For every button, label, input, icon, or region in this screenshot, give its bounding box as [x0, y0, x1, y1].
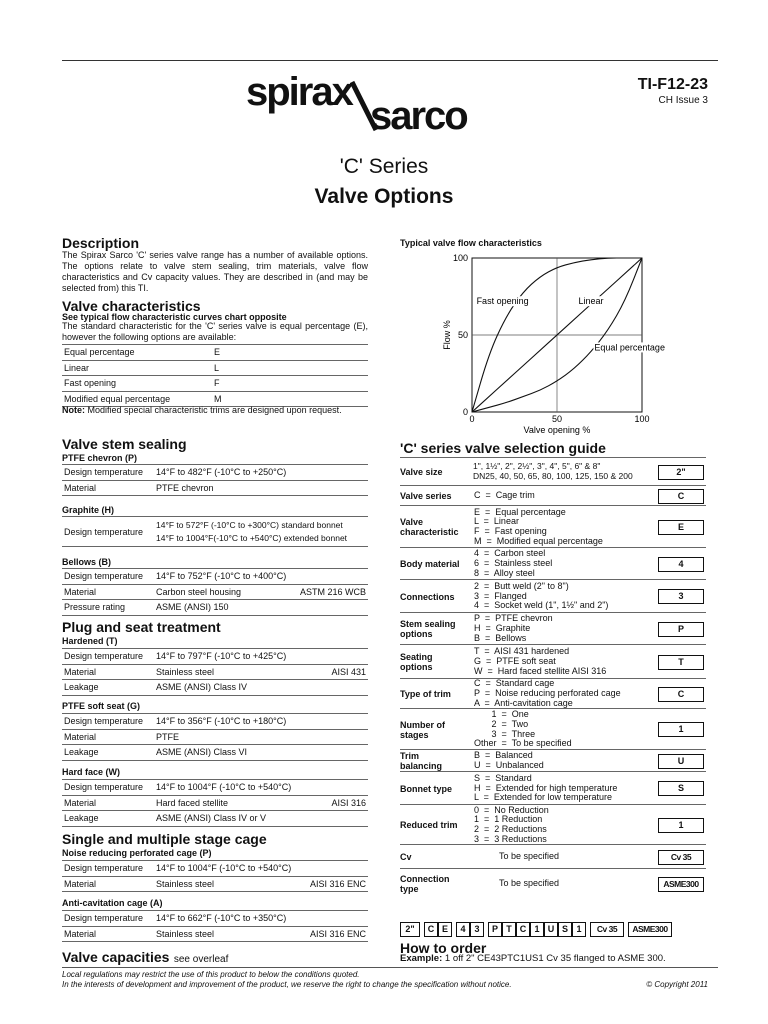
page-title-line1: 'C' Series	[339, 155, 429, 178]
selection-row	[400, 485, 706, 505]
selection-row-label: Seating options	[400, 652, 433, 672]
order-code-box: 1	[572, 922, 586, 937]
table-cell	[362, 714, 368, 730]
table-row	[62, 569, 368, 585]
selection-code-box: C	[658, 489, 704, 504]
table-row	[62, 664, 368, 680]
table-cell	[304, 861, 368, 877]
order-code-box: ASME300	[628, 922, 672, 937]
selection-guide-heading: 'C' series valve selection guide	[400, 440, 606, 456]
description-heading: Description	[62, 235, 140, 251]
table-cell: Design temperature	[62, 517, 154, 547]
table-cell: 14°F to 662°F (-10°C to +350°C)	[154, 911, 302, 927]
table-cell: Modified equal percentage	[62, 391, 212, 407]
table-cell: Leakage	[62, 680, 154, 696]
table-cell: AISI 316 ENC	[302, 926, 368, 942]
valve-characteristics-subheading: See typical flow characteristic curves chart opposite	[62, 312, 287, 322]
table-cell: Design temperature	[62, 911, 154, 927]
selection-row	[400, 844, 706, 868]
table-cell: Carbon steel housing	[154, 584, 295, 600]
table-cell: PTFE	[154, 729, 362, 745]
selection-row	[400, 547, 706, 579]
selection-code-box: 3	[658, 589, 704, 604]
table-cell: E	[212, 345, 368, 361]
selection-row-label: Trim balancing	[400, 751, 443, 771]
table-row	[62, 600, 368, 616]
table-cell: ASME (ANSI) Class IV or V	[154, 811, 322, 827]
table-cell	[295, 569, 368, 585]
table-cell	[362, 465, 368, 481]
order-code-box: 1	[530, 922, 544, 937]
note-label: Note:	[62, 405, 85, 415]
footer-line2: In the interests of development and improvement of the product, we reserve the right to change the specification without notice.	[62, 980, 512, 989]
selection-code-box: P	[658, 622, 704, 637]
table-cell: Design temperature	[62, 465, 154, 481]
selection-row-label: Valve size	[400, 467, 443, 477]
selection-row-options: To be specified	[499, 878, 560, 889]
x-tick-label: 100	[634, 414, 650, 424]
selection-row-label: Reduced trim	[400, 820, 458, 830]
selection-row-options: 2 = Butt weld (2" to 8") 3 = Flanged 4 = Socket weld (1", 1½" and 2")	[474, 580, 609, 611]
valve-capacities-note: see overleaf	[173, 954, 229, 965]
selection-code-box: E	[658, 520, 704, 535]
y-tick-label: 100	[452, 253, 468, 263]
selection-code-box: C	[658, 687, 704, 702]
graphite-title: Graphite (H)	[62, 505, 115, 515]
table-cell: PTFE chevron	[154, 480, 362, 496]
stem-sealing-heading: Valve stem sealing	[62, 436, 187, 452]
selection-row-options: To be specified	[499, 851, 560, 862]
table-cell: Linear	[62, 360, 212, 376]
table-row	[62, 465, 368, 481]
chart-title: Typical valve flow characteristics	[400, 238, 542, 248]
table-cell: Material	[62, 664, 154, 680]
selection-code-box: 2"	[658, 465, 704, 480]
valve-characteristics-text: The standard characteristic for the 'C' series valve is equal percentage (E), however the following options are available:	[62, 321, 368, 342]
ptfe-soft-seat-table	[62, 713, 368, 761]
table-cell: 14°F to 752°F (-10°C to +400°C)	[154, 569, 295, 585]
page-title	[0, 152, 768, 212]
table-row	[62, 584, 368, 600]
ptfe-chevron-table	[62, 464, 368, 496]
ptfe-chevron-title: PTFE chevron (P)	[62, 453, 138, 463]
table-cell	[154, 517, 368, 547]
hardened-table	[62, 648, 368, 696]
characteristics-note	[62, 405, 368, 416]
table-cell: Design temperature	[62, 780, 154, 796]
example-text: 1 off 2" CE43PTC1US1 Cv 35 flanged to ASME 300.	[444, 953, 666, 964]
selection-row-options: 4 = Carbon steel 6 = Stainless steel 8 = Alloy steel	[474, 548, 553, 578]
table-cell: M	[212, 391, 368, 407]
selection-row-label: Number of stages	[400, 719, 445, 740]
order-code-example	[400, 922, 706, 938]
table-row	[62, 795, 368, 811]
footer-line1: Local regulations may restrict the use of this product to below the conditions quoted.	[62, 970, 360, 979]
selection-row	[400, 612, 706, 644]
selection-row	[400, 644, 706, 678]
note-text: Modified special characteristic trims are designed upon request.	[87, 405, 342, 415]
selection-row	[400, 708, 706, 749]
footer-copyright: © Copyright 2011	[646, 980, 708, 989]
table-cell: Material	[62, 480, 154, 496]
table-cell: 14°F to 1004°F (-10°C to +540°C)	[154, 780, 322, 796]
table-cell: Design temperature	[62, 649, 154, 665]
table-row	[62, 480, 368, 496]
table-cell: L	[212, 360, 368, 376]
selection-row-options: S = Standard H = Extended for high temperature L = Extended for low temperature	[474, 772, 618, 803]
table-cell: Material	[62, 876, 154, 892]
order-code-box: Cv 35	[590, 922, 624, 937]
graphite-extended-bonnet: 14°F to 1004°F(-10°C to +540°C) extended bonnet	[156, 532, 348, 543]
selection-row-options: C = Standard cage P = Noise reducing perforated cage A = Anti-cavitation cage	[474, 678, 621, 708]
graphite-standard-bonnet: 14°F to 572°F (-10°C to +300°C) standard bonnet	[156, 519, 343, 530]
table-row	[62, 345, 368, 361]
table-cell	[322, 811, 368, 827]
selection-row-label: Connection type	[400, 874, 450, 894]
selection-row	[400, 771, 706, 804]
y-axis-label: Flow %	[442, 320, 452, 350]
table-cell: Leakage	[62, 745, 154, 761]
logo-text-top: spirax	[246, 70, 352, 114]
characteristics-table	[62, 344, 368, 407]
table-cell: Stainless steel	[154, 926, 302, 942]
valve-capacities-heading: Valve capacities	[62, 949, 170, 965]
page-title-line2: Valve Options	[314, 185, 454, 208]
table-row	[62, 861, 368, 877]
valve-characteristics-heading: Valve characteristics	[62, 298, 201, 314]
logo-text-bottom: sarco	[370, 94, 467, 138]
doc-number: TI-F12-23	[637, 76, 708, 93]
selection-row-options: 1", 1½", 2", 2½", 3", 4", 5", 6" & 8" DN25, 40, 50, 65, 80, 100, 125, 150 & 200	[473, 461, 633, 481]
example-label: Example:	[400, 953, 443, 964]
selection-row	[400, 505, 706, 547]
noise-cage-title: Noise reducing perforated cage (P)	[62, 848, 212, 858]
table-cell: Design temperature	[62, 569, 154, 585]
selection-row-label: Stem sealing options	[400, 619, 456, 639]
anti-cavitation-table	[62, 910, 368, 942]
table-row	[62, 714, 368, 730]
table-cell	[362, 480, 368, 496]
selection-row-options: E = Equal percentage L = Linear F = Fast opening M = Modified equal percentage	[474, 506, 603, 546]
table-row	[62, 517, 368, 547]
hard-face-title: Hard face (W)	[62, 767, 121, 777]
selection-code-box: 1	[658, 722, 704, 737]
valve-capacities	[62, 949, 228, 967]
table-row	[62, 811, 368, 827]
table-cell: 14°F to 482°F (-10°C to +250°C)	[154, 465, 362, 481]
table-cell: Stainless steel	[154, 876, 304, 892]
logo-slash-icon	[350, 80, 380, 132]
bellows-table	[62, 568, 368, 616]
graphite-table	[62, 516, 368, 547]
flow-chart	[400, 248, 718, 438]
selection-code-box: T	[658, 655, 704, 670]
selection-code-box: U	[658, 754, 704, 769]
table-cell: AISI 431	[320, 664, 368, 680]
cage-heading: Single and multiple stage cage	[62, 831, 267, 847]
order-code-box: 4	[456, 922, 470, 937]
table-cell: Equal percentage	[62, 345, 212, 361]
table-row	[62, 926, 368, 942]
selection-row-label: Type of trim	[400, 689, 451, 699]
x-tick-label: 50	[551, 414, 563, 424]
table-row	[62, 876, 368, 892]
selection-code-box: 1	[658, 818, 704, 833]
order-code-box: C	[424, 922, 438, 937]
selection-row	[400, 868, 706, 898]
selection-code-box: S	[658, 781, 704, 796]
selection-code-box: ASME300	[658, 877, 704, 892]
anti-cavitation-title: Anti-cavitation cage (A)	[62, 898, 163, 908]
table-cell: F	[212, 376, 368, 392]
table-cell	[320, 680, 368, 696]
table-cell: ASME (ANSI) Class VI	[154, 745, 362, 761]
order-code-box: U	[544, 922, 558, 937]
how-to-order-example	[400, 953, 666, 964]
table-row	[62, 780, 368, 796]
selection-row-options: C = Cage trim	[474, 490, 535, 501]
table-row	[62, 649, 368, 665]
selection-code-box: 4	[658, 557, 704, 572]
selection-code-box: Cv 35	[658, 850, 704, 865]
table-cell: Leakage	[62, 811, 154, 827]
bellows-title: Bellows (B)	[62, 557, 112, 567]
table-row	[62, 729, 368, 745]
table-row	[62, 745, 368, 761]
table-cell: Material	[62, 926, 154, 942]
selection-row	[400, 457, 706, 485]
plug-seat-heading: Plug and seat treatment	[62, 619, 221, 635]
selection-row-label: Connections	[400, 591, 455, 602]
table-cell: Hard faced stellite	[154, 795, 322, 811]
table-cell: ASTM 216 WCB	[295, 584, 368, 600]
ptfe-soft-seat-title: PTFE soft seat (G)	[62, 701, 141, 711]
order-code-box: E	[438, 922, 452, 937]
table-cell: ASME (ANSI) Class IV	[154, 680, 320, 696]
selection-row	[400, 804, 706, 844]
hard-face-table	[62, 779, 368, 827]
selection-row	[400, 579, 706, 612]
table-cell: Stainless steel	[154, 664, 320, 680]
x-tick-label: 0	[469, 414, 475, 424]
selection-row-options: B = Balanced U = Unbalanced	[474, 750, 544, 770]
selection-row	[400, 678, 706, 708]
table-cell	[320, 649, 368, 665]
table-cell: Pressure rating	[62, 600, 154, 616]
selection-row-options: T = AISI 431 hardened G = PTFE soft seat W = Hard faced stellite AISI 316	[474, 646, 607, 676]
table-cell: AISI 316 ENC	[304, 876, 368, 892]
selection-row-label: Bonnet type	[400, 783, 453, 794]
series-label: Fast opening	[476, 296, 529, 307]
table-cell	[362, 745, 368, 761]
noise-cage-table	[62, 860, 368, 892]
table-cell: AISI 316	[322, 795, 368, 811]
y-tick-label: 0	[462, 407, 468, 417]
table-cell: Material	[62, 795, 154, 811]
table-cell	[295, 600, 368, 616]
order-code-box: P	[488, 922, 502, 937]
selection-row-options: 1 = One 2 = Two 3 = Three Other = To be specified	[474, 709, 572, 749]
order-code-box: T	[502, 922, 516, 937]
table-cell	[302, 911, 368, 927]
table-cell	[362, 729, 368, 745]
selection-row-label: Valve characteristic	[400, 517, 459, 537]
table-cell: 14°F to 797°F (-10°C to +425°C)	[154, 649, 320, 665]
hardened-title: Hardened (T)	[62, 636, 118, 646]
table-cell: ASME (ANSI) 150	[154, 600, 295, 616]
x-axis-label: Valve opening %	[523, 425, 591, 435]
how-to-order-heading: How to order	[400, 940, 487, 956]
order-code-box: 2"	[400, 922, 420, 937]
selection-row-options: 0 = No Reduction 1 = 1 Reduction 2 = 2 Reductions 3 = 3 Reductions	[474, 804, 549, 844]
selection-guide	[400, 457, 706, 921]
description-text: The Spirax Sarco 'C' series valve range has a number of available options. The options relate to valve stem sealing, trim materials, valve flow characteristics and Cv capacity values. They are described in (and may be selected from) this TI.	[62, 250, 368, 293]
table-cell: Material	[62, 584, 154, 600]
table-cell: Design temperature	[62, 861, 154, 877]
table-cell: 14°F to 356°F (-10°C to +180°C)	[154, 714, 362, 730]
top-rule	[62, 60, 718, 61]
selection-row	[400, 749, 706, 771]
selection-row-label: Body material	[400, 559, 460, 569]
table-row	[62, 911, 368, 927]
y-tick-label: 50	[457, 330, 468, 340]
footer-rule	[62, 967, 718, 968]
table-cell: Material	[62, 729, 154, 745]
table-row	[62, 376, 368, 392]
table-cell: Fast opening	[62, 376, 212, 392]
series-label: Linear	[578, 296, 604, 307]
table-cell	[322, 780, 368, 796]
series-label: Equal percentage	[594, 342, 665, 353]
issue-number: CH Issue 3	[658, 95, 708, 106]
table-cell: 14°F to 1004°F (-10°C to +540°C)	[154, 861, 304, 877]
table-cell: Design temperature	[62, 714, 154, 730]
spirax-sarco-logo	[246, 72, 526, 136]
selection-row-label: Valve series	[400, 491, 452, 501]
order-code-box: C	[516, 922, 530, 937]
order-code-box: S	[558, 922, 572, 937]
table-row	[62, 360, 368, 376]
selection-row-label: Cv	[400, 852, 412, 862]
selection-row-options: P = PTFE chevron H = Graphite B = Bellows	[474, 613, 553, 643]
order-code-box: 3	[470, 922, 484, 937]
table-row	[62, 680, 368, 696]
